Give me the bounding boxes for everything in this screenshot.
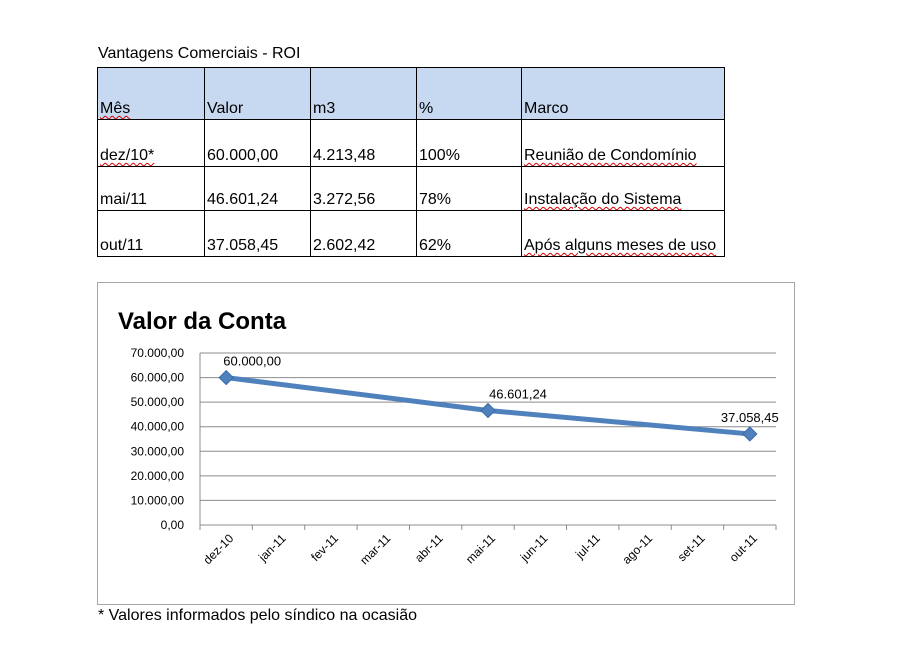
cell-m3: 3.272,56 [311,167,417,211]
x-tick-label: mar-11 [357,531,394,568]
table-row [98,211,725,257]
x-tick-label: jan-11 [255,531,289,565]
header-percent: % [417,68,522,120]
table-row [98,120,725,167]
data-point-marker [219,371,233,385]
cell-percent: 78% [417,167,522,211]
header-mes: Mês [98,68,205,120]
cell-m3: 4.213,48 [311,120,417,167]
cell-valor: 60.000,00 [205,120,311,167]
header-valor: Valor [205,68,311,120]
y-tick-label: 70.000,00 [130,346,184,360]
chart-container [97,282,795,605]
header-m3: m3 [311,68,417,120]
data-point-marker [481,403,495,417]
cell-percent: 100% [417,120,522,167]
cell-mes: dez/10* [98,120,205,167]
y-tick-label: 40.000,00 [130,419,184,434]
data-label: 37.058,45 [720,409,779,425]
x-tick-label: out-11 [726,531,760,565]
chart-title: Valor da Conta [118,308,287,335]
cell-marco: Após alguns meses de uso [522,211,725,257]
document-title: Vantagens Comerciais - ROI [98,45,301,62]
cell-mes: out/11 [98,211,205,257]
data-label: 46.601,24 [489,386,547,402]
x-tick-label: set-11 [674,531,708,565]
data-point-marker [743,427,757,441]
cell-mes: mai/11 [98,167,205,211]
roi-table [97,67,725,257]
x-tick-label: dez-10 [200,531,237,568]
cell-marco: Reunião de Condomínio [522,120,725,167]
y-tick-label: 30.000,00 [130,444,184,459]
header-marco: Marco [522,68,725,120]
cell-percent: 62% [417,211,522,257]
footnote: * Valores informados pelo síndico na ocasião [98,607,417,624]
cell-marco: Instalação do Sistema [522,167,725,211]
table-row [98,167,725,211]
data-label: 60.000,00 [223,353,282,369]
cell-valor: 46.601,24 [205,167,311,211]
y-tick-label: 0,00 [160,518,184,532]
y-tick-label: 50.000,00 [130,395,184,410]
x-tick-label: fev-11 [308,531,342,565]
x-tick-label: jul-11 [572,531,603,562]
x-tick-label: ago-11 [619,531,656,567]
line-chart [98,283,794,604]
y-tick-label: 10.000,00 [130,493,184,508]
y-tick-label: 20.000,00 [130,468,184,483]
y-tick-label: 60.000,00 [130,370,184,385]
table-header-row [98,68,725,120]
cell-m3: 2.602,42 [311,211,417,257]
cell-valor: 37.058,45 [205,211,311,257]
x-tick-label: jun-11 [517,531,551,565]
x-tick-label: abr-11 [411,531,446,566]
x-tick-label: mai-11 [462,531,499,567]
